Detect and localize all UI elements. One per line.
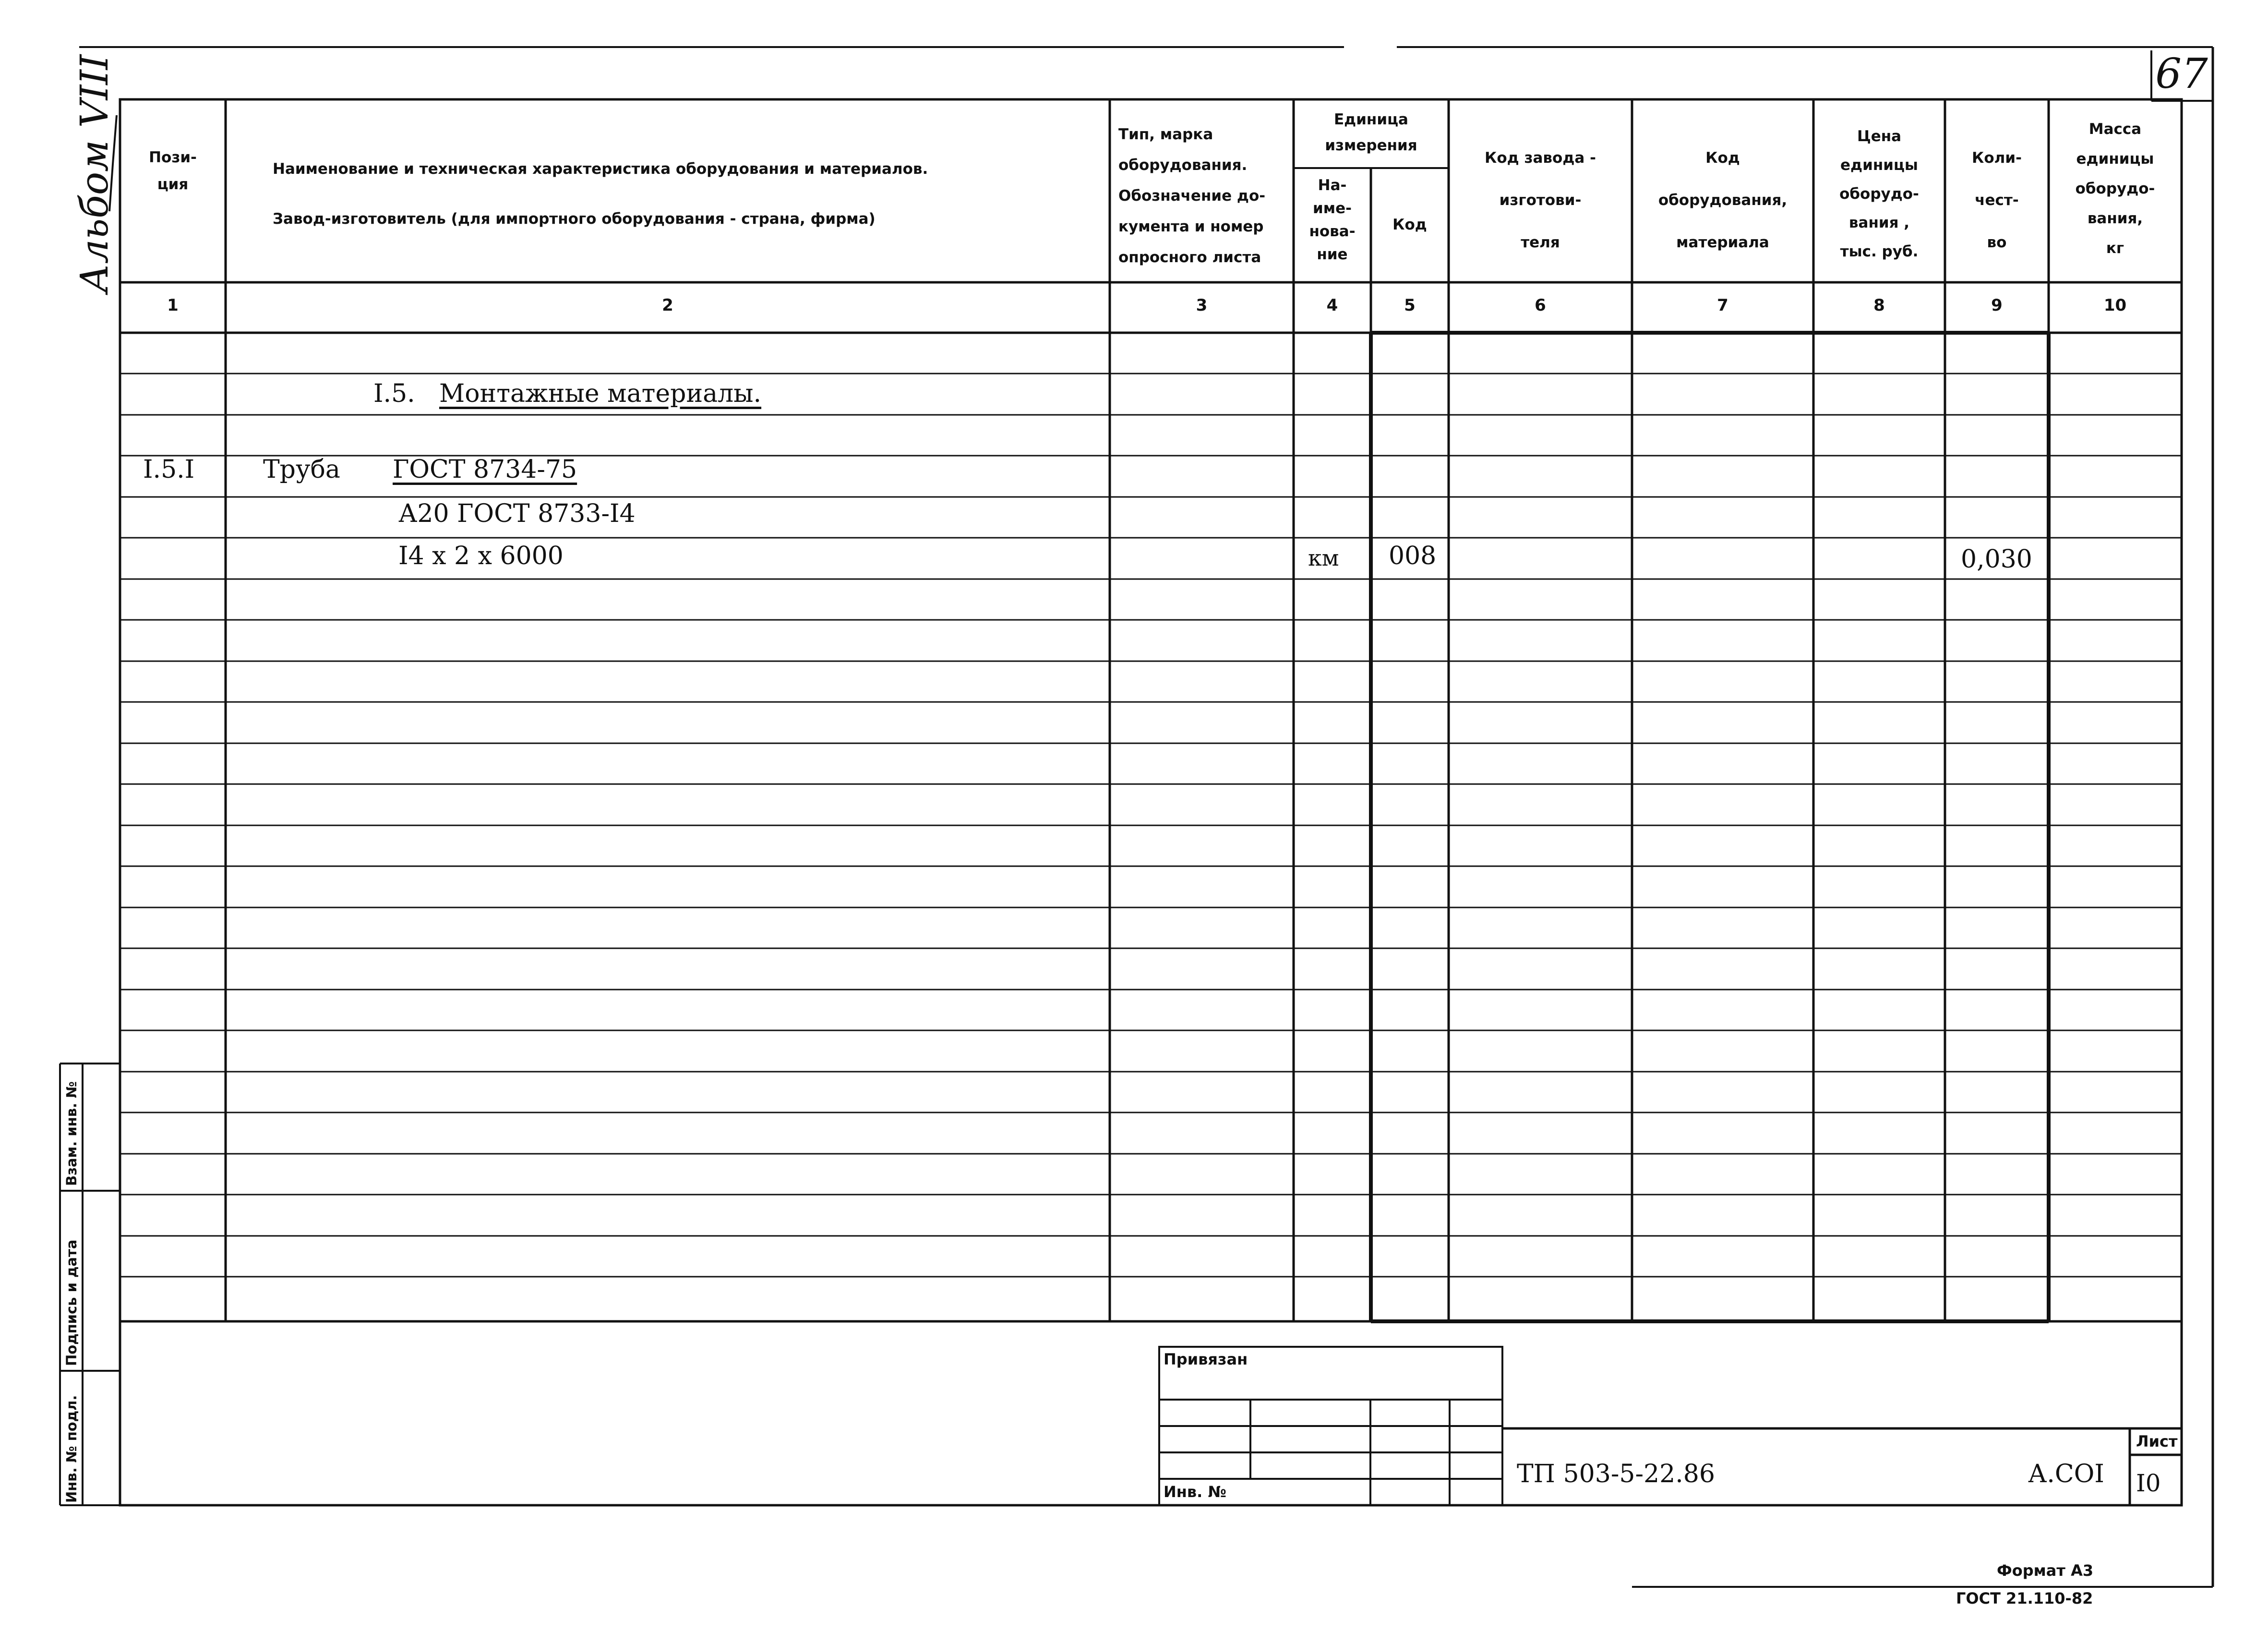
document-code: ТП 503-5-22.86 xyxy=(1517,1460,1715,1488)
column-number: 7 xyxy=(1717,296,1728,315)
header-quantity: Коли- чест- во xyxy=(1972,149,2022,251)
column-number: 10 xyxy=(2103,296,2127,315)
column-number: 2 xyxy=(662,296,673,315)
side-label-inv-zam: Взам. инв. № xyxy=(63,1081,80,1186)
column-number: 6 xyxy=(1535,296,1546,315)
header-equipment-code: Код оборудования, материала xyxy=(1658,149,1788,251)
item-material: А20 ГОСТ 8733-I4 xyxy=(398,499,636,528)
column-number: 5 xyxy=(1404,296,1416,315)
header-position: Пози- ция xyxy=(149,149,197,193)
column-number: 9 xyxy=(1991,296,2003,315)
header-type: Тип, марка оборудования. Обозначение до- кумента и номер опросного листа xyxy=(1118,126,1266,266)
header-unit-group: Единица измерения xyxy=(1325,111,1417,154)
column-number: 3 xyxy=(1196,296,1208,315)
header-unit-name: На- име- нова- ние xyxy=(1309,177,1356,263)
stamp-inv-no: Инв. № xyxy=(1164,1483,1226,1501)
album-label: Альбом VIII xyxy=(72,54,117,293)
item-quantity: 0,030 xyxy=(1961,545,2032,574)
item-unit-code: 008 xyxy=(1389,542,1437,570)
item-position: I.5.I xyxy=(143,455,195,484)
item-standard: ГОСТ 8734-75 xyxy=(393,455,577,484)
sheet-number: I0 xyxy=(2136,1469,2161,1497)
column-number: 1 xyxy=(167,296,179,315)
sheet-code: А.СОI xyxy=(2028,1460,2104,1488)
side-label-sign-date: Подпись и дата xyxy=(63,1239,80,1366)
gost-label: ГОСТ 21.110-82 xyxy=(1956,1589,2093,1608)
header-name: Наименование и техническая характеристика оборудования и материалов. Завод-изготовитель (для импортного оборудования - страна, фирма) xyxy=(273,160,928,228)
section-title: Монтажные материалы. xyxy=(439,379,762,408)
section-number: I.5. xyxy=(373,379,415,408)
item-size: I4 x 2 x 6000 xyxy=(398,542,564,570)
header-price: Цена единицы оборудо- вания , тыс. руб. xyxy=(1839,128,1919,260)
page-number: 67 xyxy=(2155,50,2208,98)
header-mass: Масса единицы оборудо- вания, кг xyxy=(2075,121,2155,257)
stamp-privyazan: Привязан xyxy=(1164,1350,1248,1368)
item-name: Труба xyxy=(263,455,340,484)
column-number: 8 xyxy=(1873,296,1885,315)
side-label-inv-podl: Инв. № подл. xyxy=(63,1395,80,1503)
sheet-label: Лист xyxy=(2136,1432,2178,1451)
format-label: Формат А3 xyxy=(1997,1561,2094,1580)
item-unit: км xyxy=(1308,545,1339,571)
header-unit-code: Код xyxy=(1392,216,1427,233)
column-number: 4 xyxy=(1326,296,1338,315)
header-factory-code: Код завода - изготови- теля xyxy=(1485,149,1596,251)
